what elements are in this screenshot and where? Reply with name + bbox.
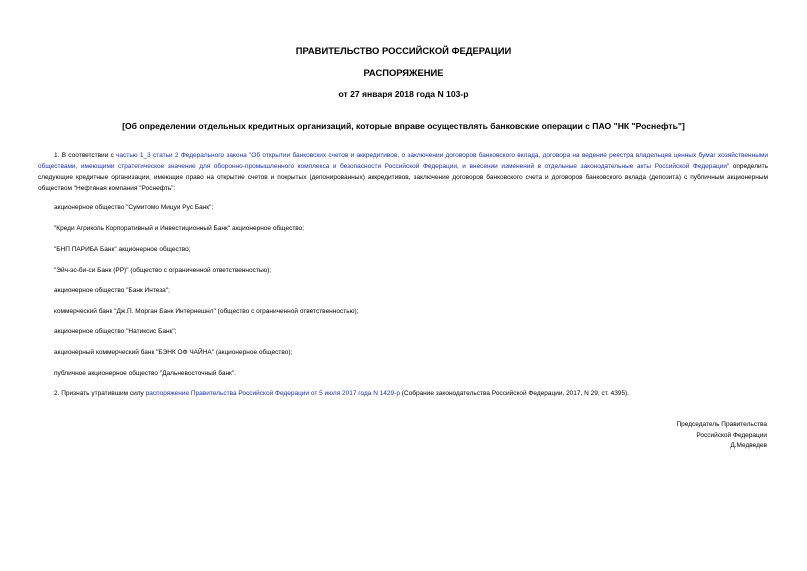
bank-list-item: публичное акционерное общество "Дальневосточный банк". [54, 370, 236, 377]
government-heading: ПРАВИТЕЛЬСТВО РОССИЙСКОЙ ФЕДЕРАЦИИ [295, 45, 512, 56]
bank-list-item: акционерное общество "Натиксис Банк"; [54, 328, 177, 335]
federal-law-link[interactable]: частью 1_3 статьи 2 Федерального закона "Об открытии банковских счетов и аккредитивов, о заключении договоров банковского вклада, договора на ведение реестра владельцев ценных бумаг хозяйственными обществами, имеющими стратегическое значение для оборонно-промышленного комплекса и безопасности Российской Федерации, и внесении изменений в отдельные законодательные акты Российской Федерации" [38, 152, 768, 170]
paragraph-2 [54, 388, 629, 399]
signature-block [676, 420, 767, 452]
signature-country-line: Российской Федерации [696, 431, 767, 439]
paragraph-2-prefix: 2. Признать утратившим силу [54, 390, 146, 397]
document-type-heading: РАСПОРЯЖЕНИЕ [363, 67, 444, 78]
repealed-order-link[interactable]: распоряжение Правительства Российской Федерации от 5 июля 2017 года N 1429-р [145, 390, 400, 397]
bank-list-item: "БНП ПАРИБА Банк" акционерное общество; [54, 246, 191, 253]
bank-list-item: акционерный коммерческий банк "БЭНК ОФ ЧАЙНА" (акционерное общество); [54, 349, 293, 356]
paragraph-1-suffix: определить следующие кредитные организации, имеющие право на открытие счетов и покрытых (депонированных) аккредитивов, заключение договоров банковского счета и договоров банковского вклада (депозита) с публичным акционерным обществом "Нефтяная компания "Роснефть": [38, 163, 768, 192]
bank-list-item: "Эйч-эс-би-си Банк (РР)" (общество с ограниченной ответственностью); [54, 267, 272, 274]
signature-title-line: Председатель Правительства [676, 421, 767, 428]
bank-list-item: акционерное общество "Банк Интеза"; [54, 287, 170, 294]
paragraph-1 [38, 150, 768, 194]
date-number-heading: от 27 января 2018 года N 103-р [338, 89, 469, 99]
bank-list-item: акционерное общество "Сумитомо Мицуи Рус Банк"; [54, 204, 214, 211]
bank-list-item: коммерческий банк "Дж.П. Морган Банк Интернешнл" (общество с ограниченной ответственностью); [54, 308, 359, 315]
paragraph-2-suffix: (Собрание законодательства Российской Федерации, 2017, N 29, ст. 4395). [399, 390, 630, 397]
paragraph-1-prefix: 1. В соответствии с [54, 152, 117, 159]
bank-list-item: "Креди Агриколь Корпоративный и Инвестиционный Банк" акционерное общество; [54, 225, 305, 232]
subject-heading: [Об определении отдельных кредитных организаций, которые вправе осуществлять банковские операции с ПАО "НК "Роснефть"] [122, 121, 685, 131]
signature-name: Д.Медведев [730, 442, 767, 449]
